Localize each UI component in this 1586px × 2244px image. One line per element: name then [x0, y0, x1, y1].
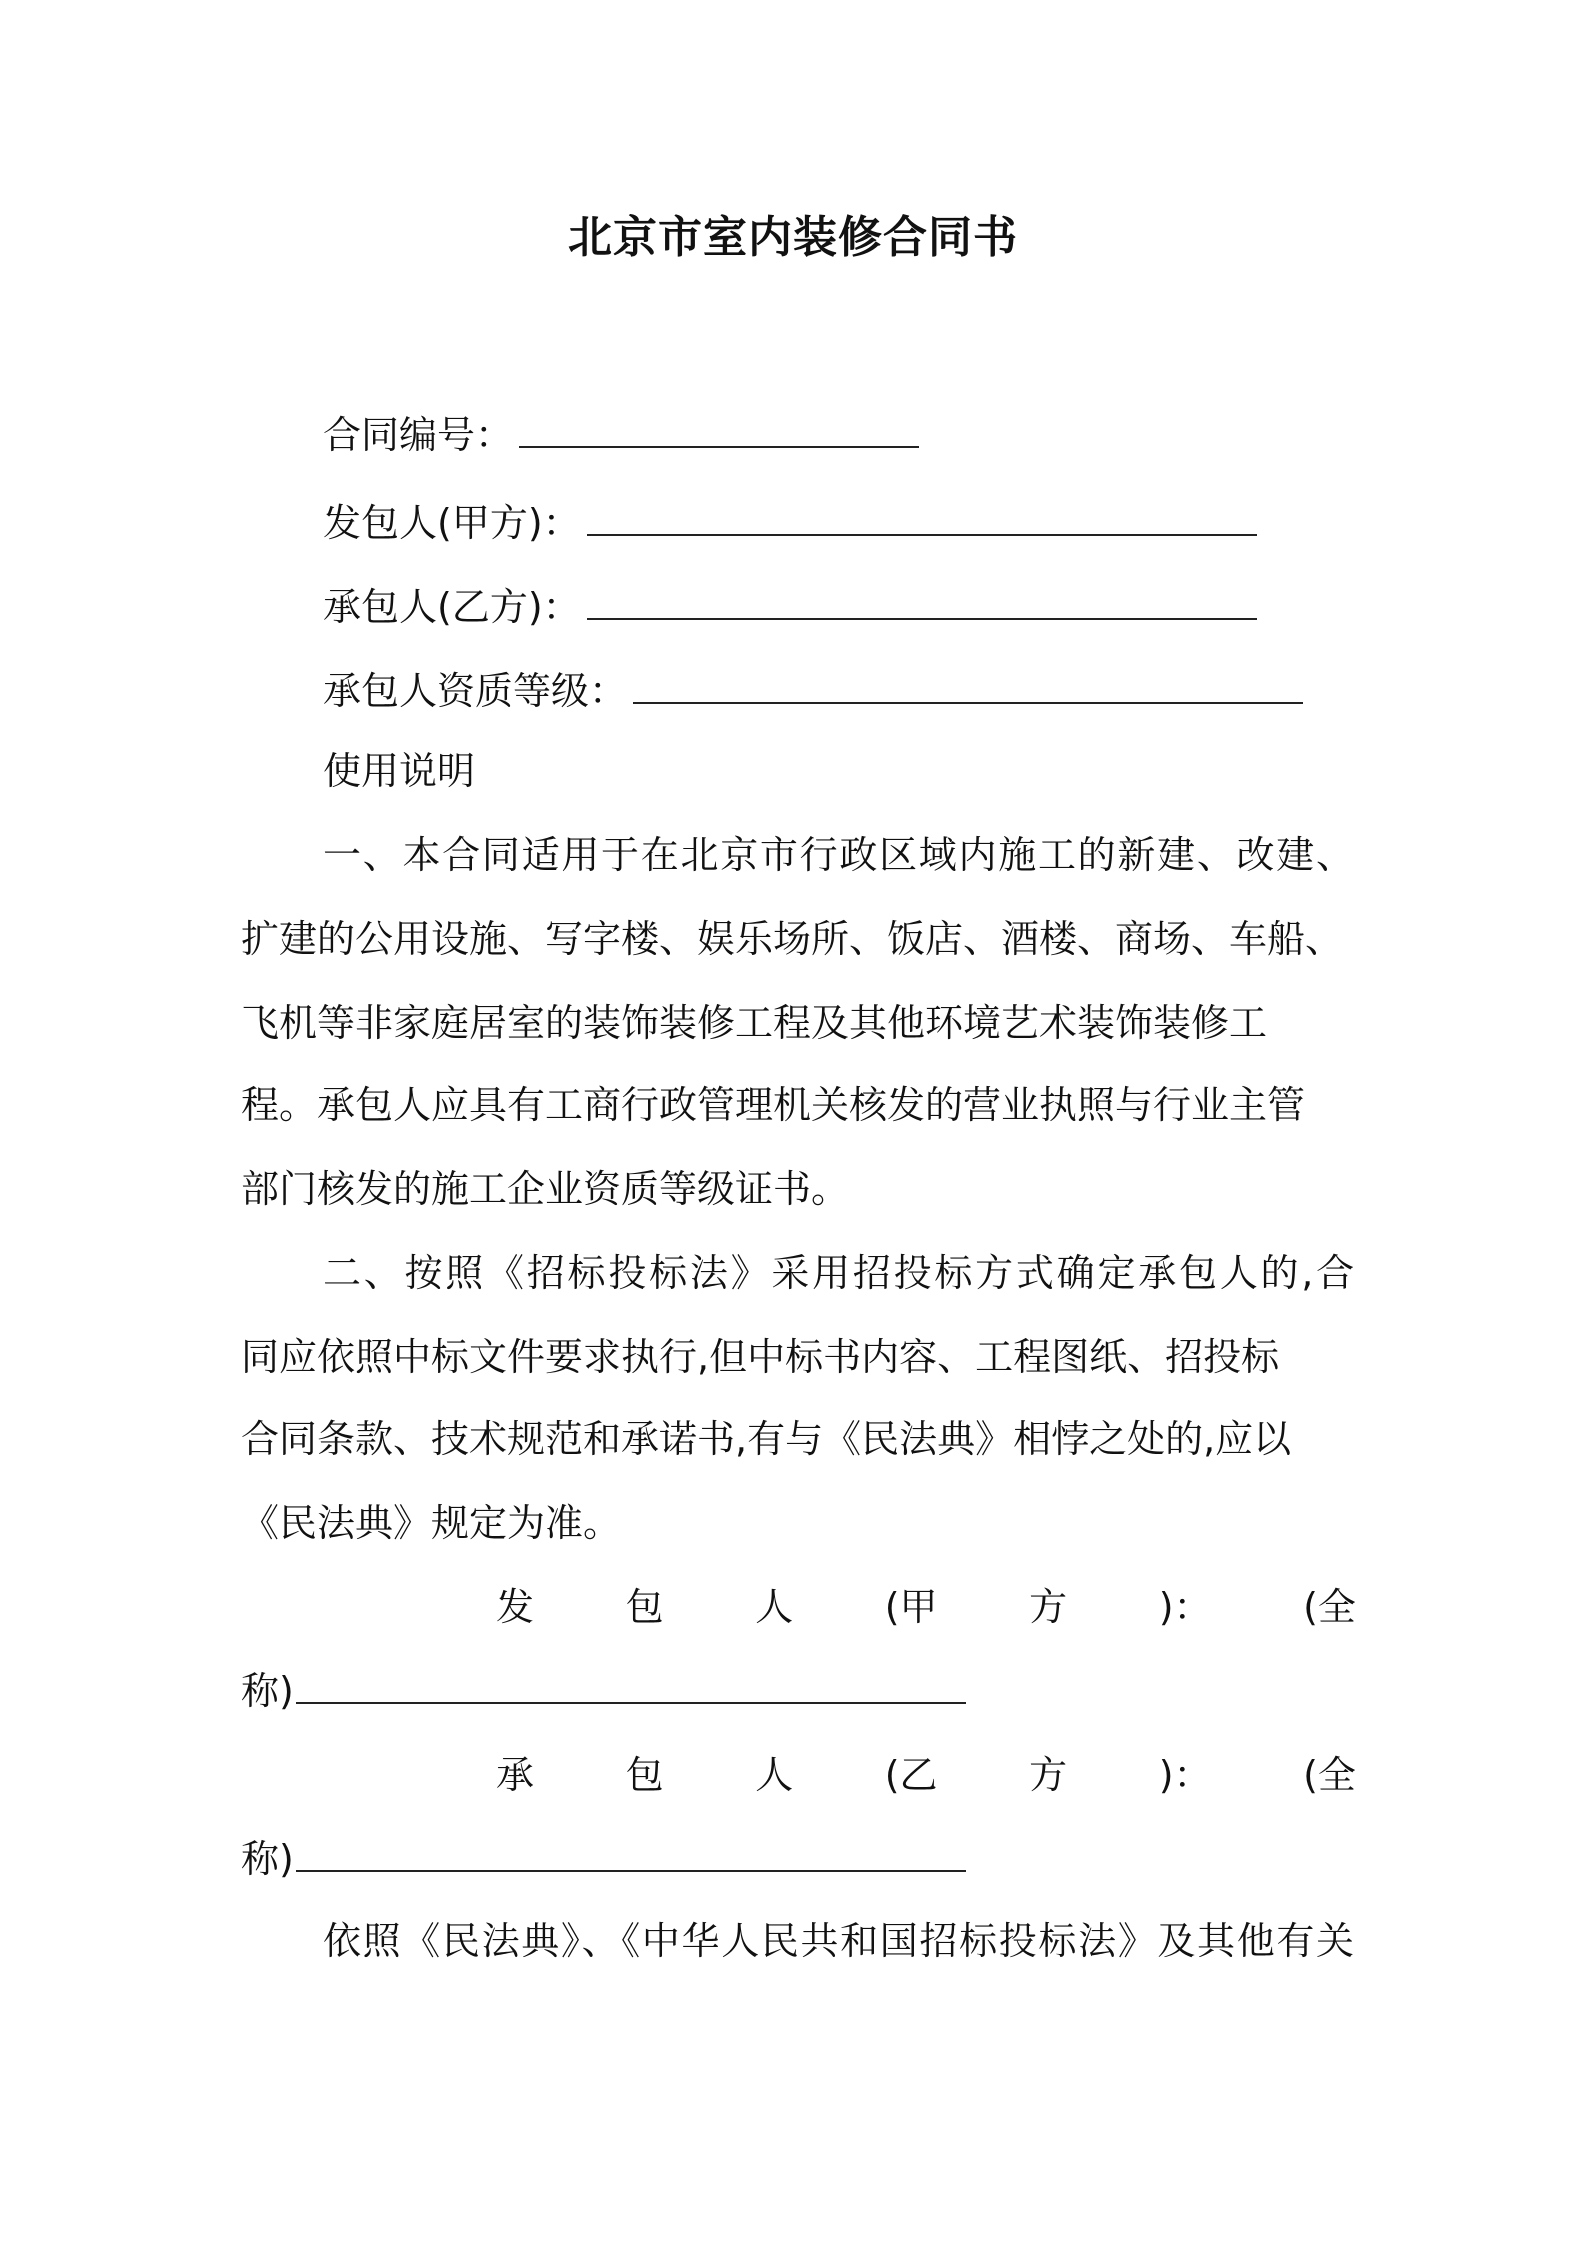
- spread-char: )：: [1158, 1753, 1212, 1797]
- para2-line: 同应依照中标文件要求执行,但中标书内容、工程图纸、招投标: [241, 1335, 1280, 1379]
- spread-char: 人: [755, 1753, 794, 1797]
- usage-heading: 使用说明: [323, 749, 476, 793]
- party-a-fullname-label: 称): [241, 1669, 294, 1713]
- party-a-field: [323, 496, 1257, 550]
- party-b-fullname-blank[interactable]: [296, 1840, 966, 1872]
- spread-char: 发: [496, 1585, 535, 1629]
- party-b-signature-heading: [496, 1748, 1356, 1802]
- spread-char: )：: [1158, 1585, 1212, 1629]
- spread-char: (全: [1303, 1585, 1356, 1629]
- para1-line: 一、本合同适用于在北京市行政区域内施工的新建、改建、: [323, 833, 1356, 877]
- contract-number-label: 合同编号：: [323, 413, 514, 457]
- qualification-field: [323, 664, 1303, 718]
- spread-char: 人: [755, 1585, 794, 1629]
- closing-line: 依照《民法典》、《中华人民共和国招标投标法》及其他有关: [323, 1919, 1356, 1963]
- contract-number-blank[interactable]: [519, 416, 919, 448]
- spread-char: (全: [1303, 1753, 1356, 1797]
- spread-char: 包: [625, 1753, 664, 1797]
- para1-line: 扩建的公用设施、写字楼、娱乐场所、饭店、酒楼、商场、车船、: [241, 917, 1344, 961]
- party-a-fullname-field: [241, 1664, 966, 1718]
- party-a-fullname-blank[interactable]: [296, 1672, 966, 1704]
- spread-char: (乙: [884, 1753, 938, 1797]
- para1-line: 程。承包人应具有工商行政管理机关核发的营业执照与行业主管: [241, 1083, 1306, 1127]
- qualification-blank[interactable]: [633, 672, 1303, 704]
- party-b-field: [323, 580, 1257, 634]
- contract-number-field: [323, 408, 919, 462]
- para1-line: 飞机等非家庭居室的装饰装修工程及其他环境艺术装饰装修工: [241, 1001, 1268, 1045]
- spread-char: 承: [496, 1753, 535, 1797]
- para1-line: 部门核发的施工企业资质等级证书。: [241, 1167, 850, 1211]
- party-a-blank[interactable]: [587, 504, 1257, 536]
- party-b-fullname-label: 称): [241, 1837, 294, 1881]
- spread-char: (甲: [884, 1585, 938, 1629]
- spread-char: 方: [1029, 1753, 1068, 1797]
- para2-line: 二、按照《招标投标法》采用招投标方式确定承包人的,合: [323, 1251, 1357, 1295]
- party-b-fullname-field: [241, 1832, 966, 1886]
- party-b-label: 承包人(乙方)：: [323, 585, 581, 629]
- party-b-blank[interactable]: [587, 588, 1257, 620]
- para2-line: 合同条款、技术规范和承诺书,有与《民法典》相悖之处的,应以: [241, 1417, 1292, 1461]
- spread-char: 方: [1029, 1585, 1068, 1629]
- party-a-signature-heading: [496, 1580, 1356, 1634]
- qualification-label: 承包人资质等级：: [323, 669, 628, 713]
- party-a-label: 发包人(甲方)：: [323, 501, 581, 545]
- document-title: 北京市室内装修合同书: [568, 212, 1018, 263]
- para2-line: 《民法典》规定为准。: [241, 1501, 622, 1545]
- spread-char: 包: [625, 1585, 664, 1629]
